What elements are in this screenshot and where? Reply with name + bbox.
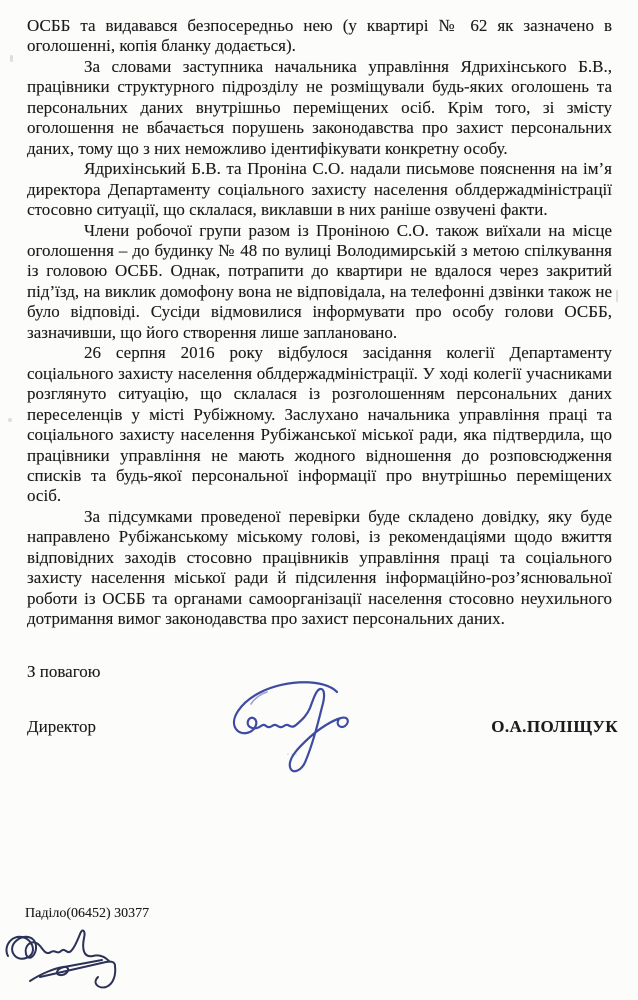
executor-signature-ink [2, 924, 130, 996]
signature-block [27, 717, 618, 737]
document-line: директора Департаменту соціального захисту населення облдержадміністрації [27, 179, 612, 199]
document-line: стосовно ситуації, що склалася, виклавши в них раніше озвучені факти. [27, 200, 548, 220]
document-line: соціального захисту населення Рубіжанської міської ради, яка підтвердила, що [27, 425, 612, 445]
executor-contact: Паділо(06452) 30377 [25, 906, 150, 921]
document-line: захисту населення міської ради й підсилення інформаційно-роз’яснювальної [27, 568, 612, 588]
document-line: осіб. [27, 486, 62, 506]
document-line: із головою ОСББ. Однак, потрапити до квартири не вдалося через закритий [27, 261, 612, 281]
document-line: За словами заступника начальника управління Ядрихінського Б.В., [84, 56, 612, 76]
document-body [27, 16, 612, 630]
document-line: 26 серпня 2016 року відбулося засідання колегії Департаменту [84, 343, 612, 363]
document-line: оголошення не вбачається порушень законодавства про захист персональних [27, 118, 612, 138]
document-line: під’їзд, на виклик домофону вона не відповідала, на телефонні дзвінки також не [27, 281, 612, 301]
document-line: було відповіді. Сусіди відмовилися інформувати про особу голови ОСББ, [27, 302, 612, 322]
scan-speck [616, 290, 618, 302]
document-line: оголошення – до будинку № 48 по вулиці Володимирській з метою спілкування [27, 240, 612, 260]
document-line: зазначивши, що його створення лише заплановано. [27, 322, 398, 342]
document-line: дотримання вимог законодавства про захист персональних даних. [27, 609, 505, 629]
document-line: роботи із ОСББ та органами самоорганізації населення стосовно неухильного [27, 588, 612, 608]
scan-artifact-dots: … [286, 744, 300, 758]
document-line: відповідних заходів стосовно працівників управління праці та соціального [27, 547, 612, 567]
signer-name: О.А.ПОЛІЩУК [491, 717, 618, 736]
scan-speck [8, 418, 12, 422]
document-line: персональних даних внутрішньо переміщених осіб. Крім того, зі змісту [27, 97, 612, 117]
document-line: даних, тому що з них неможливо ідентифікувати конкретну особу. [27, 138, 508, 158]
document-line: працівники управління не мають жодного відношення до розповсюдження [27, 445, 612, 465]
document-line: соціального захисту населення облдержадміністрації. У ході колегії учасниками [27, 363, 612, 383]
document-line: Члени робочої групи разом із Проніною С.О. також виїхали на місце [84, 220, 612, 240]
document-line: списків та будь-якої персональної інформації про внутрішньо переміщених [27, 465, 612, 485]
document-line: направлено Рубіжанському міському голові, із рекомендаціями щодо вжиття [27, 527, 612, 547]
document-line: Ядрихінський Б.В. та Проніна С.О. надали письмове пояснення на ім’я [84, 159, 612, 179]
document-line: оголошенні, копія бланку додається). [27, 36, 296, 56]
closing-text: З повагою [27, 662, 101, 681]
signer-title: Директор [27, 717, 96, 736]
document-line: працівники структурного підрозділу не розміщували будь-яких оголошень та [27, 77, 612, 97]
document-line: розглянуто ситуацію, що склалася із розголошенням персональних даних [27, 384, 612, 404]
scan-speck [10, 55, 13, 62]
document-line: переселенців у місті Рубіжному. Заслухано начальника управління праці та [27, 404, 612, 424]
document-line: ОСББ та видавався безпосередньо нею (у квартирі № 62 як зазначено в [27, 16, 612, 35]
document-line: За підсумками проведеної перевірки буде складено довідку, яку буде [84, 506, 612, 526]
